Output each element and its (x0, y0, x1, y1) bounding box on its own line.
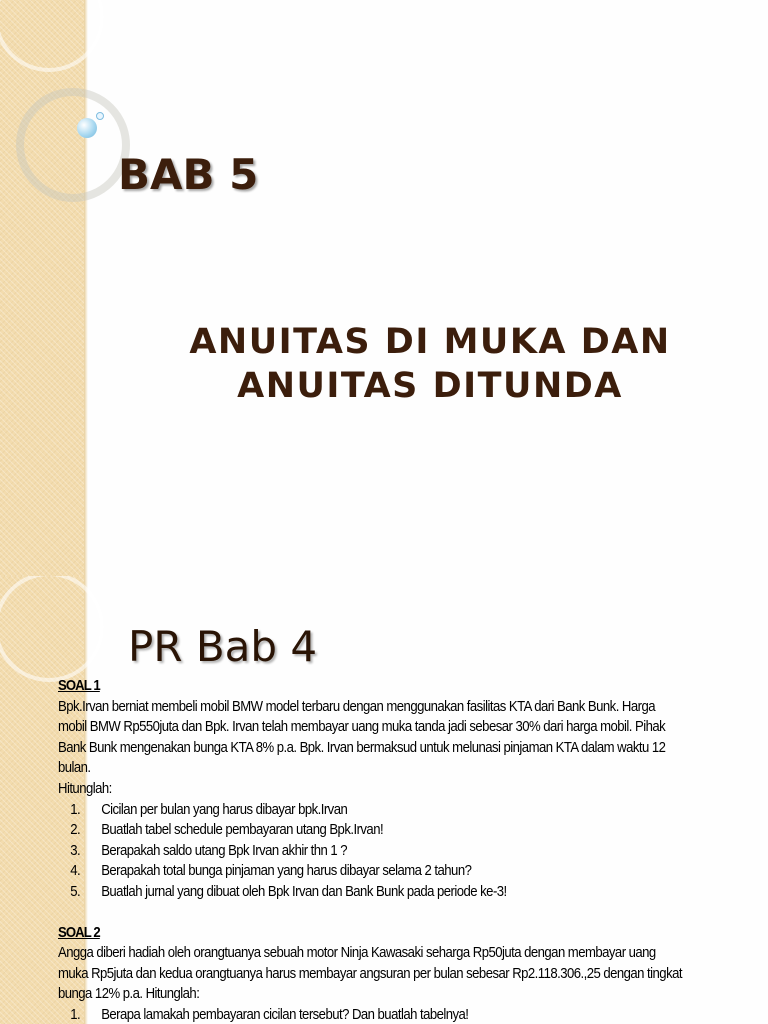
homework-document (58, 676, 734, 1024)
soal-2-line: muka Rp5juta dan kedua orangtuanya harus membayar angsuran per bulan sebesar Rp2.118.306.,25 dengan tingkat (58, 965, 682, 982)
subtitle-line-1: ANUITAS DI MUKA DAN (189, 322, 671, 362)
slide-title-text: BAB 5 (118, 150, 259, 199)
homework-title: PR Bab 4 (128, 622, 318, 671)
spacer (58, 903, 734, 923)
decorative-ring (16, 88, 130, 202)
soal-1-line: Bank Bunk mengenakan bunga KTA 8% p.a. Bpk. Irvan bermaksud untuk melunasi pinjaman KTA dalam waktu 12 (58, 739, 666, 756)
soal-2-questions (58, 1005, 734, 1024)
list-item: 5. Buatlah jurnal yang dibuat oleh Bpk Irvan dan Bank Bunk pada periode ke-3! (83, 882, 734, 903)
list-item: 3. Berapakah saldo utang Bpk Irvan akhir thn 1 ? (83, 841, 734, 862)
subtitle-line-2: ANUITAS DITUNDA (237, 366, 623, 406)
decorative-bubble-large (77, 118, 97, 138)
soal-1-line: bulan. (58, 760, 91, 777)
soal-1-heading: SOAL 1 (58, 678, 100, 694)
list-item: 1. Berapa lamakah pembayaran cicilan tersebut? Dan buatlah tabelnya! (83, 1005, 734, 1024)
soal-1-questions (58, 800, 734, 903)
stripe-edge (84, 0, 88, 576)
slide-subtitle (150, 320, 710, 408)
decorative-ring (0, 576, 104, 682)
soal-2-heading: SOAL 2 (58, 924, 100, 941)
soal-1-line: mobil BMW Rp550juta dan Bpk. Irvan telah membayar uang muka tanda jadi sebesar 30% dari harga mobil. Pihak (58, 719, 666, 736)
soal-2-line: bunga 12% p.a. Hitunglah: (58, 986, 200, 1003)
list-item: 2. Buatlah tabel schedule pembayaran utang Bpk.Irvan! (83, 820, 734, 841)
soal-1-line: Hitunglah: (58, 780, 112, 797)
list-item: 1. Cicilan per bulan yang harus dibayar bpk.Irvan (83, 800, 734, 821)
slide-homework (0, 576, 768, 1024)
soal-1-line: Bpk.Irvan berniat membeli mobil BMW model terbaru dengan menggunakan fasilitas KTA dari Bank Bunk. Harga (58, 698, 655, 715)
decorative-bubble-small (96, 112, 104, 120)
soal-2-line: Angga diberi hadiah oleh orangtuanya sebuah motor Ninja Kawasaki seharga Rp50juta dengan membayar uang (58, 945, 656, 962)
decorative-ring (0, 0, 104, 72)
decorative-side-stripe (0, 0, 84, 576)
list-item: 4. Berapakah total bunga pinjaman yang harus dibayar selama 2 tahun? (83, 861, 734, 882)
